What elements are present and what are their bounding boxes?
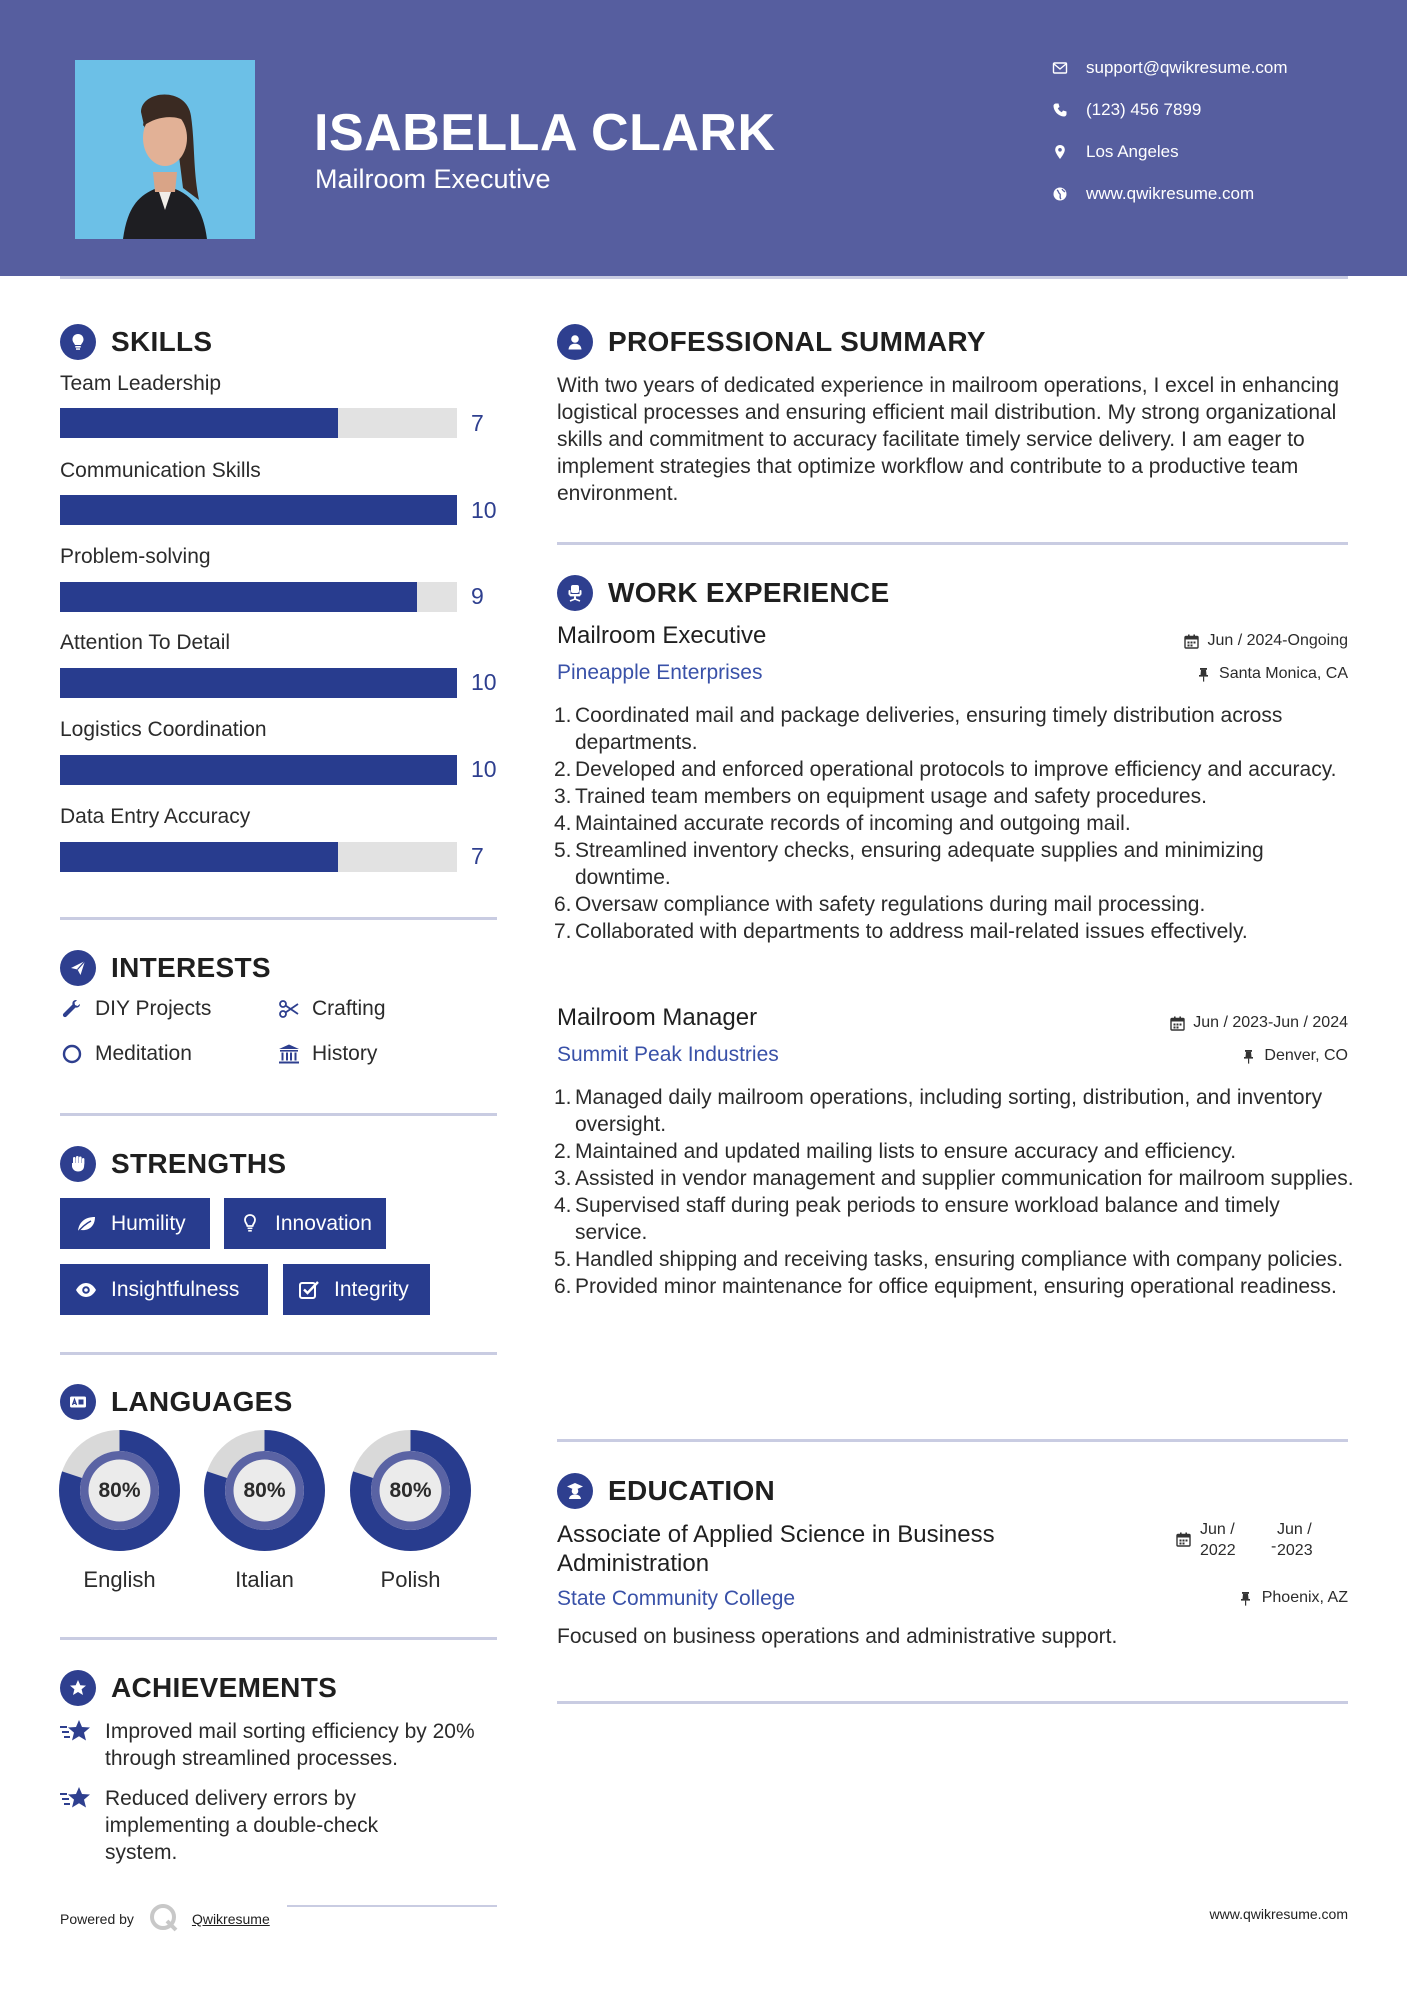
duty-item: 1. Managed daily mailroom operations, including sorting, distribution, and inventory oversight. (554, 1086, 1323, 1136)
skill-bar-fill (60, 495, 457, 525)
candidate-role: Mailroom Executive (315, 164, 551, 194)
office-chair-icon (557, 575, 593, 611)
job-dates-text: Jun / 2024-Ongoing (1207, 632, 1348, 649)
qwikresume-link[interactable]: Qwikresume (191, 1911, 270, 1927)
section-divider (557, 1701, 1348, 1704)
duty-item: 5. Handled shipping and receiving tasks, ensuring compliance with company policies. (554, 1248, 1344, 1271)
wrench-icon (60, 997, 84, 1021)
paper-plane-icon (60, 950, 96, 986)
edu-end-year: 2023 (1277, 1542, 1313, 1559)
section-divider (60, 1113, 497, 1116)
duty-text: Oversaw compliance with safety regulations during mail processing. (575, 893, 1206, 916)
interest-label: Crafting (312, 997, 386, 1020)
star-icon (60, 1718, 94, 1746)
degree-line: Administration (557, 1550, 710, 1577)
duty-item: 2. Developed and enforced operational protocols to improve efficiency and accuracy. (554, 758, 1337, 781)
candidate-name: ISABELLA CLARK (314, 104, 776, 162)
achievement-item (60, 1785, 500, 1866)
graduate-icon (557, 1473, 593, 1509)
skill-value: 10 (471, 669, 497, 695)
job-location-text: Santa Monica, CA (1219, 665, 1348, 682)
achievement-text: Improved mail sorting efficiency by 20% through streamlined processes. (105, 1720, 475, 1770)
language-name: Polish (380, 1567, 441, 1592)
envelope-icon (1050, 58, 1070, 78)
summary-text: With two years of dedicated experience in mailroom operations, I excel in enhancing logistical processes and ensuring efficient mail distribution. My strong organizational skills and commitment to accuracy facilitate timely service delivery. I am eager to implement strategies that optimize workflow and contribute to a productive team environment. (557, 374, 1340, 505)
scissors-icon (277, 997, 301, 1021)
strength-label: Innovation (275, 1211, 372, 1235)
experience-title: WORK EXPERIENCE (608, 577, 890, 608)
profile-photo (75, 60, 255, 239)
pushpin-icon (1238, 1590, 1254, 1606)
job-dates-text: Jun / 2023-Jun / 2024 (1193, 1014, 1348, 1031)
duty-item: 3. Trained team members on equipment usage and safety procedures. (554, 785, 1207, 808)
resume-header (0, 0, 1407, 276)
languages-title: LANGUAGES (111, 1386, 293, 1417)
phone-icon (1050, 100, 1070, 120)
duty-text: Maintained and updated mailing lists to ensure accuracy and efficiency. (575, 1140, 1237, 1163)
footer-divider (287, 1905, 497, 1907)
skill-bar (60, 842, 457, 872)
edu-end-month: Jun / (1277, 1521, 1312, 1538)
achievement-text: Reduced delivery errors by implementing a double-check system. (105, 1787, 379, 1864)
language-percent: 80% (243, 1478, 286, 1502)
pushpin-icon (1240, 1048, 1256, 1064)
language-donut (350, 1430, 471, 1551)
contact-location-text: Los Angeles (1086, 142, 1179, 161)
skill-bar-fill (60, 755, 457, 785)
duty-item: 3. Assisted in vendor management and supplier communication for mailroom supplies. (554, 1167, 1354, 1190)
map-pin-icon (1050, 142, 1070, 162)
skill-label: Logistics Coordination (60, 718, 267, 741)
degree-title (557, 1520, 995, 1578)
duty-text: Supervised staff during peak periods to ensure workload balance and timely service. (575, 1194, 1280, 1244)
job-location-text: Denver, CO (1264, 1047, 1348, 1064)
language-item (204, 1430, 325, 1593)
education-heading (557, 1472, 775, 1510)
strength-tag (224, 1198, 386, 1249)
job-dates (1183, 632, 1348, 650)
duty-text: Provided minor maintenance for office equipment, ensuring operational readiness. (575, 1275, 1337, 1298)
languages-heading (60, 1383, 293, 1421)
strength-label: Integrity (334, 1277, 409, 1301)
job-location (1195, 665, 1348, 683)
duty-text: Maintained accurate records of incoming and outgoing mail. (575, 812, 1131, 835)
skill-bar-fill (60, 408, 338, 438)
duty-text: Assisted in vendor management and supplier communication for mailroom supplies. (575, 1167, 1354, 1190)
edu-start-month: Jun / (1200, 1521, 1235, 1538)
achievement-item (60, 1718, 500, 1772)
job-title: Mailroom Manager (557, 1004, 758, 1031)
duty-item: 4. Supervised staff during peak periods to ensure workload balance and timely service. (554, 1194, 1280, 1244)
skills-heading (60, 323, 212, 361)
job-duties-list (554, 702, 1357, 945)
contact-website-text: www.qwikresume.com (1086, 184, 1255, 203)
skill-value: 9 (471, 583, 484, 609)
section-divider (557, 1439, 1348, 1442)
museum-icon (277, 1042, 301, 1066)
duty-text: Developed and enforced operational protocols to improve efficiency and accuracy. (575, 758, 1337, 781)
checkbox-icon (296, 1279, 322, 1301)
lightbulb-icon (237, 1213, 263, 1235)
contact-website[interactable] (1050, 181, 1254, 207)
experience-heading (557, 574, 889, 612)
skill-label: Team Leadership (60, 372, 222, 395)
user-icon (557, 324, 593, 360)
calendar-icon (1183, 633, 1199, 649)
skill-value: 10 (471, 497, 497, 523)
skill-value: 7 (471, 843, 484, 869)
skill-value: 10 (471, 756, 497, 782)
powered-by-text: Powered by (60, 1911, 134, 1927)
strength-tag (60, 1264, 268, 1315)
pushpin-icon (1195, 666, 1211, 682)
language-percent: 80% (98, 1478, 141, 1502)
leaf-icon (73, 1213, 99, 1235)
school-location-text: Phoenix, AZ (1261, 1589, 1348, 1606)
star-badge-icon (60, 1670, 96, 1706)
skill-label: Communication Skills (60, 459, 261, 482)
language-donut (59, 1430, 180, 1551)
edu-end-date (1277, 1519, 1313, 1561)
skill-bar (60, 582, 457, 612)
duty-text: Managed daily mailroom operations, including sorting, distribution, and inventory oversight. (575, 1086, 1323, 1136)
interests-title: INTERESTS (111, 952, 271, 983)
skill-bar-fill (60, 582, 417, 612)
section-divider (557, 542, 1348, 545)
interest-item (277, 997, 386, 1021)
qwikresume-logo-icon (148, 1902, 182, 1936)
school-name[interactable]: State Community College (557, 1587, 796, 1610)
language-item (350, 1430, 471, 1593)
interest-item (60, 1042, 192, 1066)
job-location (1240, 1047, 1348, 1065)
job-title: Mailroom Executive (557, 622, 767, 649)
contact-phone[interactable] (1050, 97, 1201, 123)
skill-value: 7 (471, 410, 484, 436)
achievements-title: ACHIEVEMENTS (111, 1672, 338, 1703)
strength-label: Insightfulness (111, 1277, 240, 1301)
strengths-title: STRENGTHS (111, 1148, 287, 1179)
skill-label: Data Entry Accuracy (60, 805, 251, 828)
interest-label: DIY Projects (95, 997, 212, 1020)
language-donut (204, 1430, 325, 1551)
contact-location (1050, 139, 1179, 165)
achievements-heading (60, 1669, 337, 1707)
strength-tag (283, 1264, 430, 1315)
section-divider (60, 1352, 497, 1355)
language-percent: 80% (389, 1478, 432, 1502)
skill-bar-fill (60, 668, 457, 698)
duty-text: Coordinated mail and package deliveries, ensuring timely distribution across departments. (575, 704, 1283, 754)
summary-heading (557, 323, 986, 361)
eye-icon (73, 1279, 99, 1301)
language-item (59, 1430, 180, 1593)
lightbulb-icon (60, 324, 96, 360)
skill-label: Attention To Detail (60, 631, 231, 654)
degree-line: Associate of Applied Science in Business (557, 1521, 995, 1548)
language-card-icon (60, 1384, 96, 1420)
skill-label: Problem-solving (60, 545, 211, 568)
education-title: EDUCATION (608, 1475, 776, 1506)
calendar-icon (1169, 1015, 1185, 1031)
duty-item: 7. Collaborated with departments to address mail-related issues effectively. (554, 920, 1248, 943)
skill-bar-fill (60, 842, 338, 872)
skills-title: SKILLS (111, 326, 213, 357)
duty-text: Streamlined inventory checks, ensuring adequate supplies and minimizing downtime. (575, 839, 1264, 889)
interest-label: Meditation (95, 1042, 192, 1065)
edu-start-year: 2022 (1200, 1542, 1236, 1559)
duty-text: Trained team members on equipment usage and safety procedures. (575, 785, 1207, 808)
header-divider (60, 276, 1348, 279)
duty-item: 5. Streamlined inventory checks, ensuring adequate supplies and minimizing downtime. (554, 839, 1264, 889)
school-location (1238, 1589, 1348, 1607)
interest-item (277, 1042, 377, 1066)
company-name[interactable]: Pineapple Enterprises (557, 661, 763, 684)
company-name[interactable]: Summit Peak Industries (557, 1043, 779, 1066)
strength-tag (60, 1198, 210, 1249)
contact-email[interactable] (1050, 55, 1288, 81)
job-dates (1169, 1014, 1348, 1032)
circle-icon (60, 1042, 84, 1066)
duty-text: Collaborated with departments to address mail-related issues effectively. (575, 920, 1248, 943)
strengths-heading (60, 1145, 286, 1183)
language-name: Italian (235, 1567, 294, 1592)
interest-item (60, 997, 211, 1021)
powered-by (60, 1902, 270, 1936)
duty-item: 2. Maintained and updated mailing lists to ensure accuracy and efficiency. (554, 1140, 1237, 1163)
language-name: English (83, 1567, 156, 1592)
duty-item: 1. Coordinated mail and package deliveries, ensuring timely distribution across departments. (554, 704, 1283, 754)
footer-website[interactable]: www.qwikresume.com (1209, 1906, 1348, 1922)
raised-fist-icon (60, 1146, 96, 1182)
interests-heading (60, 949, 271, 987)
job-duties-list (554, 1084, 1357, 1300)
contact-phone-text: (123) 456 7899 (1086, 100, 1202, 119)
calendar-icon (1176, 1532, 1192, 1548)
section-divider (60, 917, 497, 920)
globe-icon (1050, 184, 1070, 204)
duty-text: Handled shipping and receiving tasks, ensuring compliance with company policies. (575, 1248, 1344, 1271)
skill-bar (60, 495, 457, 525)
skill-bar (60, 755, 457, 785)
section-divider (60, 1637, 497, 1640)
skill-bar (60, 408, 457, 438)
summary-title: PROFESSIONAL SUMMARY (608, 326, 986, 357)
duty-item: 4. Maintained accurate records of incoming and outgoing mail. (554, 812, 1131, 835)
interest-label: History (312, 1042, 378, 1065)
edu-start-date (1200, 1519, 1236, 1561)
education-description: Focused on business operations and administrative support. (557, 1625, 1118, 1648)
star-icon (60, 1785, 94, 1813)
duty-item: 6. Provided minor maintenance for office equipment, ensuring operational readiness. (554, 1275, 1337, 1298)
duty-item: 6. Oversaw compliance with safety regulations during mail processing. (554, 893, 1206, 916)
strength-label: Humility (111, 1211, 186, 1235)
contact-email-text: support@qwikresume.com (1086, 58, 1288, 77)
date-separator: - (1271, 1538, 1277, 1555)
skill-bar (60, 668, 457, 698)
